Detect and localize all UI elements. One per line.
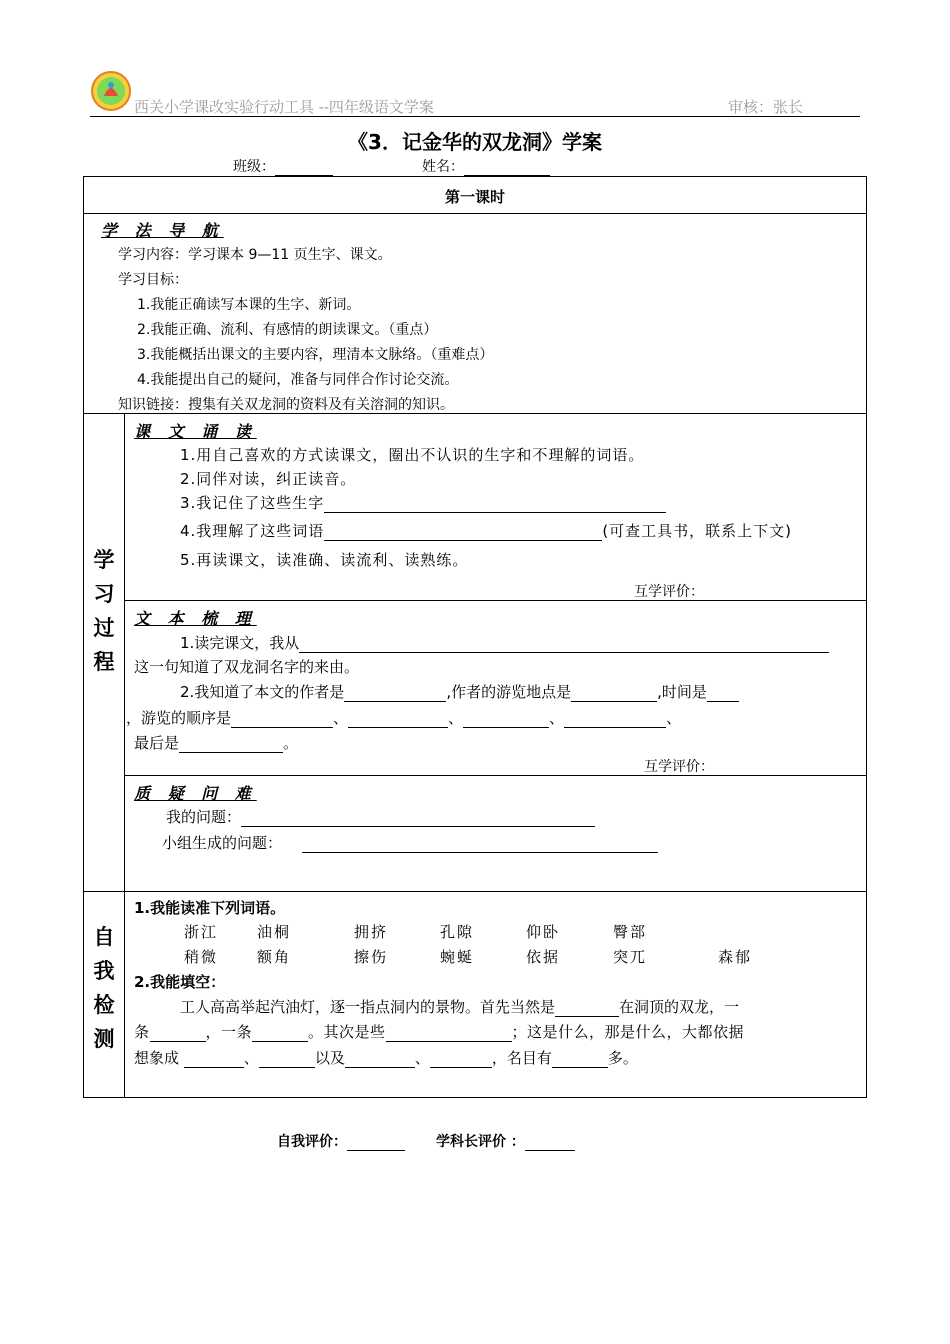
- vocab-word: 森郁: [718, 948, 753, 966]
- vocab-word: 擦伤: [354, 948, 389, 966]
- leader-eval-blank[interactable]: [525, 1136, 575, 1151]
- row-divider: [83, 891, 867, 892]
- guide-link: 知识链接：搜集有关双龙洞的资料及有关溶洞的知识。: [118, 397, 454, 413]
- header-school-line: 西关小学课改实验行动工具 --四年级语文学案: [134, 98, 434, 116]
- process-side-label: 学 习 过 程: [93, 548, 115, 674]
- header-reviewer: 审核：张长: [728, 98, 804, 116]
- sorting-q1: 1.读完课文，我从: [180, 632, 829, 653]
- reading-eval-blank[interactable]: [704, 586, 752, 601]
- group-question-blank[interactable]: [302, 838, 658, 853]
- reading-item: 2.同伴对读，纠正读音。: [180, 470, 357, 488]
- vocab-word: 仰卧: [526, 923, 561, 941]
- name-label: 姓名：: [422, 159, 464, 175]
- fill-blank[interactable]: [386, 1027, 512, 1042]
- fill-blank[interactable]: [150, 1027, 206, 1042]
- sorting-heading: 文 本 梳 理: [134, 609, 257, 628]
- fill-blank[interactable]: [345, 1053, 415, 1068]
- column-divider: [124, 413, 125, 1098]
- row-divider: [124, 600, 867, 601]
- name-blank[interactable]: [464, 161, 550, 176]
- vocab-word: 额角: [257, 948, 292, 966]
- class-field: [233, 156, 333, 176]
- my-question: 我的问题：: [166, 806, 595, 827]
- school-logo: [90, 70, 132, 112]
- order-blank[interactable]: [564, 713, 666, 728]
- chars-blank[interactable]: [324, 498, 666, 513]
- fill-blank[interactable]: [259, 1053, 315, 1068]
- group-question: 小组生成的问题：: [162, 832, 658, 853]
- my-question-blank[interactable]: [241, 812, 595, 827]
- sorting-last: 最后是 。: [134, 734, 299, 752]
- class-blank[interactable]: [275, 161, 333, 176]
- class-label: 班级：: [233, 159, 275, 175]
- fill-blank[interactable]: [430, 1053, 492, 1068]
- guide-goal: 4.我能提出自己的疑问，准备与同伴合作讨论交流。: [137, 372, 459, 388]
- reading-item: 4.我理解了这些词语 (可查工具书，联系上下文): [180, 522, 793, 540]
- row-divider: [83, 213, 867, 214]
- page-title: 《3．记金华的双龙洞》学案: [348, 130, 602, 154]
- q1-blank[interactable]: [299, 638, 829, 653]
- guide-content: 学习内容：学习课本 9—11 页生字、课文。: [118, 247, 392, 263]
- vocab-word: 依据: [526, 948, 561, 966]
- header-divider: [90, 116, 860, 117]
- reading-item: 1.用自己喜欢的方式读课文，圈出不认识的生字和不理解的词语。: [180, 446, 645, 464]
- time-blank[interactable]: [707, 687, 739, 702]
- guide-goal: 3.我能概括出课文的主要内容，理清本文脉络。（重难点）: [137, 347, 494, 363]
- fill-line: 条 ，一条 。其次是些 ；这是什么，那是什么，大都依据: [134, 1023, 745, 1041]
- self-eval-blank[interactable]: [347, 1136, 405, 1151]
- words-blank[interactable]: [324, 526, 602, 541]
- vocab-word: 浙江: [184, 923, 219, 941]
- guide-goals-label: 学习目标：: [118, 272, 188, 288]
- author-blank[interactable]: [344, 687, 446, 702]
- leader-eval: 学科长评价 ：: [436, 1131, 575, 1151]
- last-blank[interactable]: [179, 738, 283, 753]
- sorting-eval: 互学评价：: [644, 756, 762, 776]
- reading-eval: 互学评价：: [634, 581, 752, 601]
- sorting-order: ，游览的顺序是 、 、 、 、: [126, 709, 682, 727]
- order-blank[interactable]: [348, 713, 448, 728]
- check-side-label: 自 我 检 测: [93, 925, 115, 1051]
- name-field: [422, 156, 550, 176]
- reading-item: 5.再读课文，读准确、读流利、读熟练。: [180, 551, 469, 569]
- vocab-word: 拥挤: [354, 923, 389, 941]
- sorting-q1-end: 这一句知道了双龙洞名字的来由。: [134, 658, 360, 676]
- check-q2: 2.我能填空：: [134, 973, 226, 991]
- question-heading: 质 疑 问 难: [134, 784, 257, 803]
- reading-heading: 课 文 诵 读: [134, 422, 257, 441]
- place-blank[interactable]: [571, 687, 657, 702]
- reading-item: 3.我记住了这些生字: [180, 492, 666, 513]
- sorting-eval-blank[interactable]: [714, 761, 762, 776]
- sorting-q2: 2.我知道了本文的作者是 ,作者的游览地点是 ,时间是: [180, 681, 739, 702]
- vocab-word: 臀部: [613, 923, 648, 941]
- vocab-word: 蜿蜒: [440, 948, 475, 966]
- fill-line: 工人高高举起汽油灯，逐一指点洞内的景物。首先当然是 在洞顶的双龙，一: [180, 998, 740, 1016]
- fill-blank[interactable]: [555, 1002, 619, 1017]
- fill-line: 想象成 、 以及 、 ，名目有 多。: [134, 1049, 638, 1067]
- vocab-word: 突兀: [613, 948, 648, 966]
- fill-blank[interactable]: [552, 1053, 608, 1068]
- fill-blank[interactable]: [184, 1053, 244, 1068]
- fill-blank[interactable]: [252, 1027, 308, 1042]
- check-q1: 1.我能读准下列词语。: [134, 899, 286, 917]
- guide-heading: 学 法 导 航: [101, 221, 224, 240]
- vocab-word: 油桐: [257, 923, 292, 941]
- vocab-word: 孔隙: [440, 923, 475, 941]
- order-blank[interactable]: [231, 713, 333, 728]
- self-eval: 自我评价：: [277, 1131, 405, 1151]
- vocab-word: 稍微: [184, 948, 219, 966]
- guide-goal: 1.我能正确读写本课的生字、新词。: [137, 297, 361, 313]
- lesson-label: 第一课时: [444, 188, 505, 206]
- guide-goal: 2.我能正确、流利、有感情的朗读课文。（重点）: [137, 322, 438, 338]
- order-blank[interactable]: [463, 713, 549, 728]
